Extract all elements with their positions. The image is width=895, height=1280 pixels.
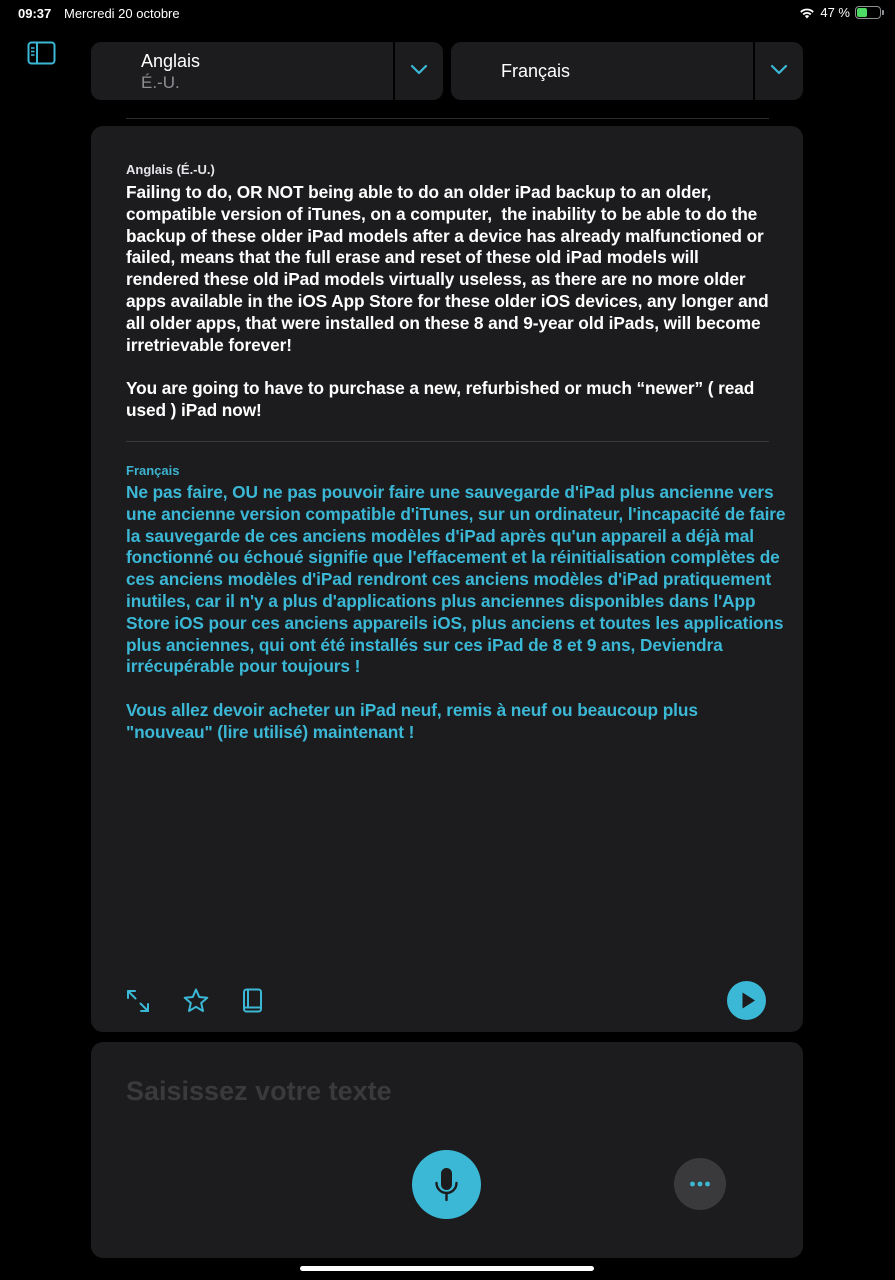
expand-icon[interactable] (124, 987, 152, 1015)
input-card[interactable] (91, 1042, 803, 1258)
status-bar (0, 0, 895, 26)
translation-divider (126, 441, 769, 442)
source-language-selector[interactable] (91, 42, 443, 100)
translated-text[interactable]: Ne pas faire, OU ne pas pouvoir faire une sauvegarde d'iPad plus ancienne vers une ancienne version compatible d'iTunes, sur un ordinateur, l'incapacité de faire la sauvegarde de ces anciens modèles d'iPad après qu'un appareil a déjà mal fonctionné ou échoué signifie que l'effacement et la réinitialisation complètes de ces anciens modèles d'iPad rendront ces anciens modèles d'iPad pratiquement inutiles, car il n'y a plus d'applications plus anciennes disponibles dans l'App Store iOS pour ces anciens appareils iOS, plus anciens et toutes les applications plus anciennes, qui ont été installés sur ces iPad de 8 et 9 ans, Deviendra irrécupérable pour toujours ! Vous allez devoir acheter un iPad neuf, remis à neuf ou beaucoup plus "nouveau" (lire utilisé) maintenant ! (126, 482, 786, 742)
status-date: Mercredi 20 octobre (64, 6, 180, 21)
translation-card (91, 126, 803, 1032)
sidebar-icon[interactable] (27, 41, 56, 65)
source-text-label: Anglais (É.-U.) (126, 162, 215, 177)
source-language-region: É.-U. (141, 73, 180, 92)
header-divider (126, 118, 769, 119)
status-time: 09:37 (18, 6, 52, 21)
microphone-button[interactable] (412, 1150, 481, 1219)
battery-icon (855, 6, 881, 19)
target-language-selector[interactable] (451, 42, 803, 100)
play-icon (727, 981, 766, 1020)
book-icon[interactable] (239, 987, 267, 1015)
wifi-icon (799, 7, 815, 19)
status-right (799, 5, 881, 20)
chevron-down-icon[interactable] (409, 62, 429, 78)
battery-percentage: 47 % (820, 5, 850, 20)
more-options-button[interactable] (674, 1158, 726, 1210)
text-input-placeholder[interactable]: Saisissez votre texte (126, 1076, 392, 1106)
selector-divider (753, 42, 755, 100)
target-text-label: Français (126, 463, 180, 478)
ellipsis-icon (674, 1158, 726, 1210)
source-text[interactable]: Failing to do, OR NOT being able to do an older iPad backup to an older, compatible version of iTunes, on a computer, the inability to be able to do the backup of these older iPad models after a device has already malfunctioned or failed, means that the full erase and reset of these old iPad models will rendered these old iPad models virtually useless, as there are no more older apps available in the iOS App Store for these older iOS devices, any longer and all older apps, that were installed on these 8 and 9-year old iPads, will become irretrievable forever! You are going to have to purchase a new, refurbished or much “newer” ( read used ) iPad now! (126, 182, 769, 420)
star-icon[interactable] (182, 987, 210, 1015)
home-indicator[interactable] (300, 1266, 594, 1271)
selector-divider (393, 42, 395, 100)
chevron-down-icon[interactable] (769, 62, 789, 78)
play-button[interactable] (727, 981, 766, 1020)
target-language-name: Français (501, 61, 571, 81)
source-language-name: Anglais (141, 51, 201, 71)
microphone-icon (412, 1150, 481, 1219)
